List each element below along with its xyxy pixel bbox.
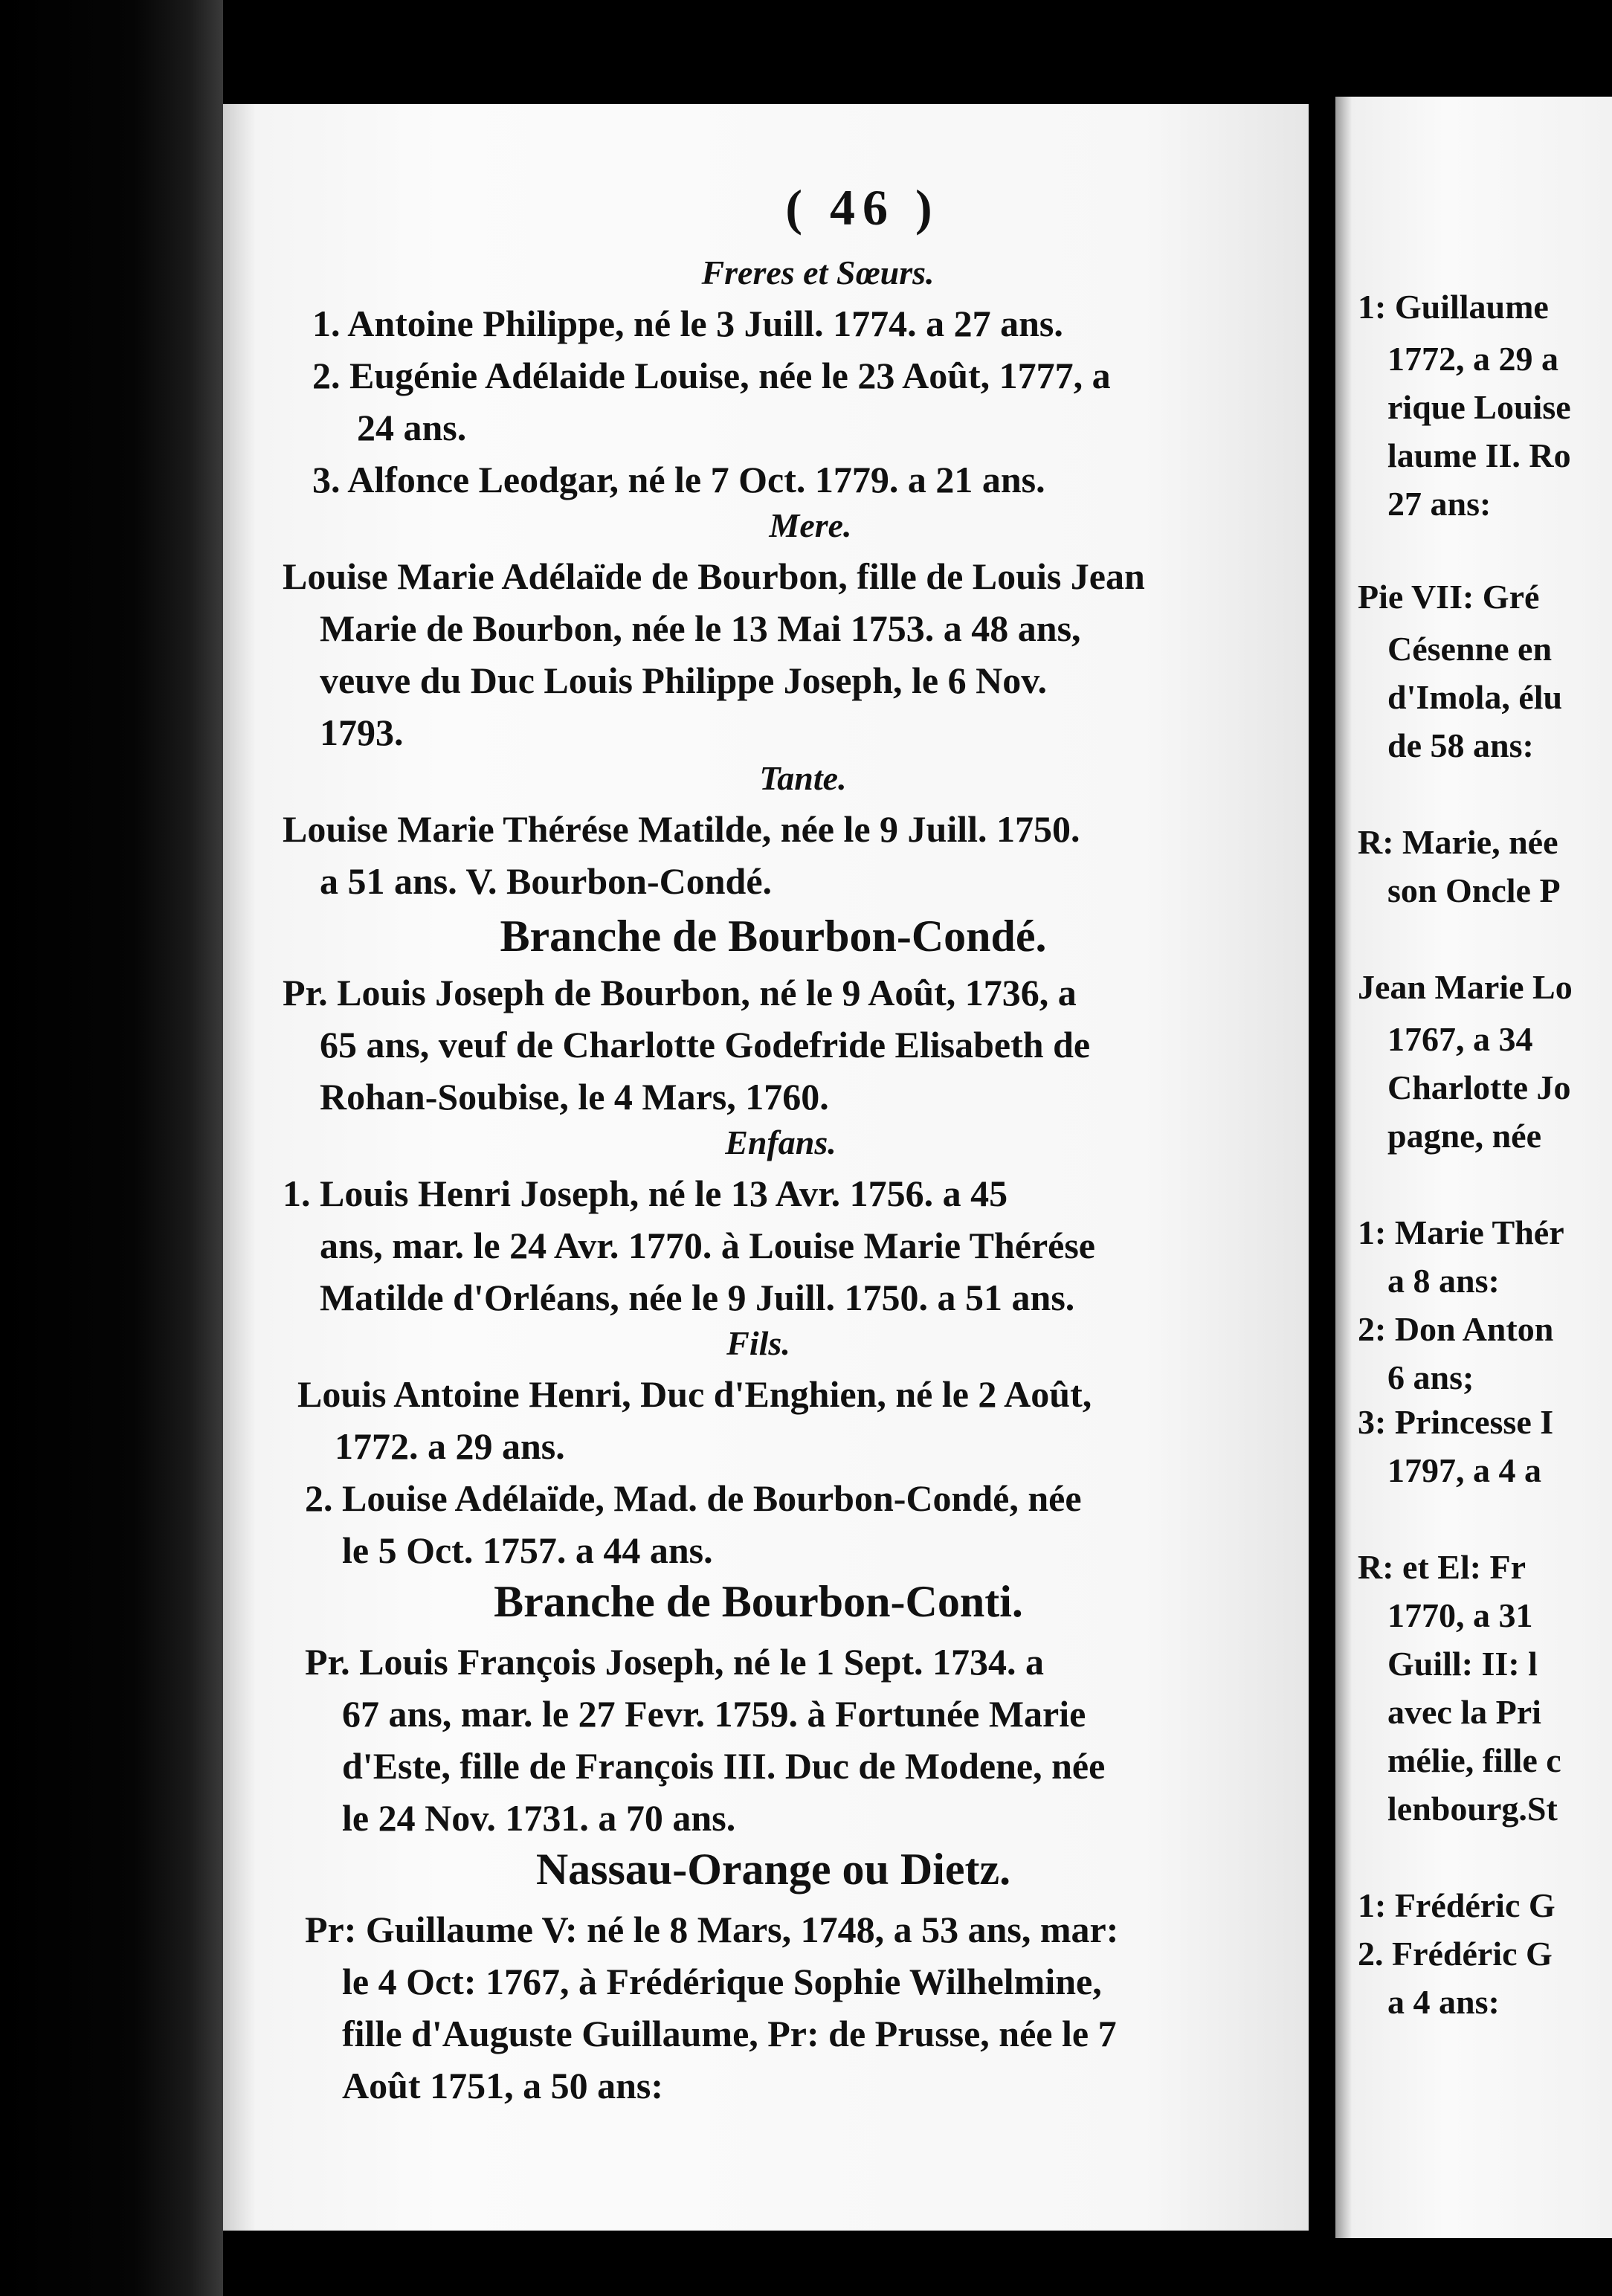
text-line: 1: Guillaume [1358,288,1549,326]
text-line: Pr. Louis François Joseph, né le 1 Sept. 1734. a [305,1641,1045,1683]
text-line: Césenne en [1387,630,1553,668]
text-line: mélie, fille c [1387,1741,1561,1779]
section-heading-mere: Mere. [769,506,852,544]
text-line: laume II. Ro [1387,436,1571,474]
text-line: Rohan-Soubise, le 4 Mars, 1760. [320,1076,829,1118]
section-heading-freres: Freres et Sœurs. [701,254,935,291]
text-line: Matilde d'Orléans, née le 9 Juill. 1750. a 51 ans. [320,1277,1075,1318]
text-line: Août 1751, a 50 ans: [342,2065,663,2106]
right-page [1335,97,1612,2238]
text-line: veuve du Duc Louis Philippe Joseph, le 6 Nov. [320,660,1047,701]
text-line: le 24 Nov. 1731. a 70 ans. [342,1797,736,1839]
text-line: 1772. a 29 ans. [335,1425,565,1467]
text-line: 1. Louis Henri Joseph, né le 13 Avr. 1756. a 45 [283,1173,1008,1214]
text-line: ans, mar. le 24 Avr. 1770. à Louise Marie Thérése [320,1225,1095,1266]
page-gutter [1309,74,1335,2245]
text-line: fille d'Auguste Guillaume, Pr: de Prusse, née le 7 [342,2013,1117,2054]
text-line: d'Imola, élu [1387,678,1563,716]
page-number: ( 46 ) [785,179,940,236]
text-line: 1770, a 31 [1387,1596,1533,1634]
left-page [223,104,1309,2231]
text-line: 3. Alfonce Leodgar, né le 7 Oct. 1779. a 21 ans. [312,459,1045,500]
text-line: 1. Antoine Philippe, né le 3 Juill. 1774. a 27 ans. [312,303,1063,344]
text-line: 2. Frédéric G [1358,1935,1553,1973]
text-line: Guill: II: l [1387,1645,1538,1683]
book-binding [0,0,223,2296]
text-line: a 51 ans. V. Bourbon-Condé. [320,860,773,902]
section-heading-enfans: Enfans. [725,1123,836,1161]
text-line: Louise Marie Thérése Matilde, née le 9 Juill. 1750. [283,808,1080,850]
text-line: Charlotte Jo [1387,1068,1571,1106]
section-heading-fils: Fils. [726,1324,790,1362]
text-line: rique Louise [1387,388,1571,426]
text-line: avec la Pri [1387,1693,1541,1731]
text-line: 2. Eugénie Adélaide Louise, née le 23 Août, 1777, a [312,355,1111,396]
text-line: 1772, a 29 a [1387,340,1558,378]
section-heading-conde: Branche de Bourbon-Condé. [500,912,1047,961]
text-line: Jean Marie Lo [1358,968,1573,1006]
text-line: R: Marie, née [1358,823,1558,861]
text-line: 2: Don Anton [1358,1310,1554,1348]
text-line: 1793. [320,712,404,753]
text-line: pagne, née [1387,1117,1541,1155]
text-line: 6 ans; [1387,1358,1474,1396]
text-line: son Oncle P [1387,871,1561,909]
text-line: le 4 Oct: 1767, à Frédérique Sophie Wilhelmine, [342,1961,1102,2002]
text-line: 2. Louise Adélaïde, Mad. de Bourbon-Condé, née [305,1477,1082,1519]
text-line: Pie VII: Gré [1358,578,1540,616]
text-line: 27 ans: [1387,485,1492,523]
text-line: a 4 ans: [1387,1983,1500,2021]
text-line: 1: Frédéric G [1358,1886,1555,1924]
section-heading-tante: Tante. [759,759,847,797]
text-line: Marie de Bourbon, née le 13 Mai 1753. a 48 ans, [320,607,1081,649]
text-line: 24 ans. [357,407,467,448]
text-line: d'Este, fille de François III. Duc de Modene, née [342,1745,1106,1787]
text-line: Pr. Louis Joseph de Bourbon, né le 9 Août, 1736, a [283,972,1077,1013]
text-line: Pr: Guillaume V: né le 8 Mars, 1748, a 53 ans, mar: [305,1909,1119,1950]
text-line: le 5 Oct. 1757. a 44 ans. [342,1529,713,1571]
text-line: R: et El: Fr [1358,1548,1526,1586]
section-heading-nassau: Nassau-Orange ou Dietz. [535,1845,1011,1894]
text-line: de 58 ans: [1387,726,1534,764]
text-line: Louise Marie Adélaïde de Bourbon, fille de Louis Jean [283,555,1145,597]
text-line: Louis Antoine Henri, Duc d'Enghien, né le 2 Août, [297,1373,1092,1415]
text-line: a 8 ans: [1387,1262,1500,1300]
text-line: 1797, a 4 a [1387,1451,1541,1489]
text-line: 65 ans, veuf de Charlotte Godefride Elisabeth de [320,1024,1091,1065]
text-line: 1: Marie Thér [1358,1213,1564,1251]
text-line: 67 ans, mar. le 27 Fevr. 1759. à Fortunée Marie [342,1693,1086,1735]
text-line: lenbourg.St [1387,1790,1558,1828]
text-line: 1767, a 34 [1387,1020,1533,1058]
text-line: 3: Princesse I [1358,1403,1554,1441]
section-heading-conti: Branche de Bourbon-Conti. [494,1577,1023,1626]
